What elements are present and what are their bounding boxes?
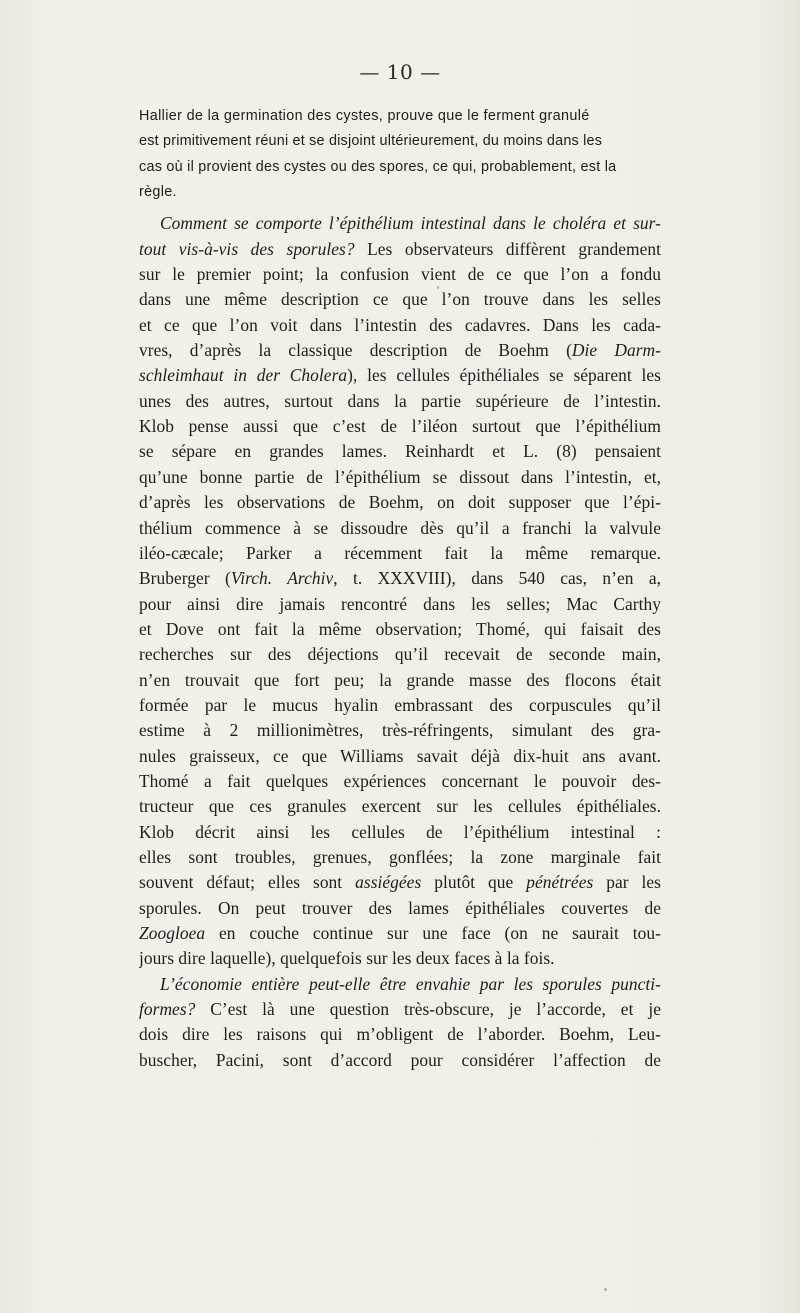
italic-text: tout vis-à-vis des sporules?	[139, 238, 355, 259]
text-run: pour ainsi dire jamais rencontré dans les selles; Mac Carthy	[139, 593, 661, 614]
text-line	[139, 414, 661, 439]
text-run: Bruberger (	[139, 568, 231, 589]
text-line	[139, 820, 661, 845]
text-run: buscher, Pacini, sont d’accord pour considérer l’affection de	[139, 1049, 661, 1070]
text-line	[139, 997, 661, 1022]
text-line	[139, 1022, 661, 1047]
text-run: souvent défaut; elles sont	[139, 872, 356, 893]
text-line	[139, 541, 661, 566]
text-line	[139, 794, 661, 819]
text-run: Klob pense aussi que c’est de l’iléon surtout que l’épithélium	[139, 416, 661, 437]
text-line	[139, 389, 661, 414]
text-run: nules graisseux, ce que Williams savait déjà dix-huit ans avant.	[139, 745, 661, 766]
text-line: cas où il provient des cystes ou des spores, ce qui, probablement, est la	[139, 158, 617, 175]
text-run: elles sont troubles, grenues, gonflées; la zone marginale fait	[139, 846, 661, 867]
text-line: est primitivement réuni et se disjoint ultérieurement, du moins dans les	[139, 133, 603, 150]
paper-speck	[437, 286, 439, 289]
text-line	[139, 338, 661, 363]
text-run: , t. XXXVIII), dans 540 cas, n’en a,	[333, 568, 661, 589]
text-line	[139, 262, 661, 287]
text-run: sur le premier point; la confusion vient de ce que l’on a fondu	[139, 264, 661, 285]
text-line: règle.	[139, 184, 177, 201]
text-run: thélium commence à se dissoudre dès qu’il a franchi la valvule	[139, 517, 661, 538]
text-run: dans une même description ce que l’on trouve dans les selles	[139, 289, 661, 310]
text-line	[139, 693, 661, 718]
text-line	[139, 592, 661, 617]
italic-text: L’économie entière peut-elle être envahie par les sporules puncti-	[160, 973, 661, 994]
paragraph-1	[139, 104, 661, 205]
text-run: estime à 2 millionimètres, très-réfringents, simulant des gra-	[139, 720, 661, 741]
text-line	[139, 363, 661, 388]
page-number: — 10 —	[359, 60, 441, 84]
text-run: se sépare en grandes lames. Reinhardt et L. (8) pensaient	[139, 441, 661, 462]
text-line	[139, 769, 661, 794]
italic-text: pénétrées	[526, 872, 594, 893]
text-run: Thomé a fait quelques expériences concernant le pouvoir des-	[139, 770, 661, 791]
text-line	[139, 972, 661, 997]
italic-text: Virch. Archiv	[230, 568, 334, 589]
text-run: C’est là une question très-obscure, je l’accorde, et je	[195, 999, 661, 1020]
text-line	[139, 642, 661, 667]
text-line	[139, 439, 661, 464]
text-run: n’en trouvait que fort peu; la grande masse des flocons était	[139, 669, 661, 690]
text-line	[139, 1048, 661, 1073]
text-run: et ce que l’on voit dans l’intestin des cadavres. Dans les cada-	[139, 314, 661, 335]
text-block	[139, 104, 661, 1073]
italic-text: schleimhaut in der Cholera	[139, 365, 348, 386]
text-run: et Dove ont fait la même observation; Thomé, qui faisait des	[139, 618, 661, 639]
text-run: en couche continue sur une face (on ne saurait tou-	[205, 923, 661, 943]
italic-text: Comment se comporte l’épithélium intestinal dans le choléra et sur-	[160, 213, 661, 234]
text-line	[139, 465, 661, 490]
paragraph-2	[139, 211, 661, 1073]
text-run: sporules. On peut trouver des lames épithéliales couvertes de	[139, 897, 661, 918]
text-run: iléo-cæcale; Parker a récemment fait la même remarque.	[139, 542, 661, 563]
text-line	[139, 211, 661, 236]
text-run: Klob décrit ainsi les cellules de l’épithélium intestinal :	[139, 821, 661, 842]
text-run: plutôt que	[421, 872, 527, 893]
text-line	[139, 744, 661, 769]
text-run: recherches sur des déjections qu’il recevait de seconde main,	[139, 644, 661, 665]
text-line	[139, 516, 661, 541]
text-run: jours dire laquelle), quelquefois sur les deux faces à la fois.	[139, 948, 555, 969]
text-run: d’après les observations de Boehm, on doit supposer que l’épi-	[139, 492, 661, 513]
text-run: ), les cellules épithéliales se séparent les	[347, 365, 661, 386]
text-line	[139, 668, 661, 693]
italic-text: formes?	[139, 999, 196, 1020]
text-line	[139, 921, 661, 946]
text-line	[139, 490, 661, 515]
text-line	[139, 237, 661, 262]
paper-speck	[604, 1288, 607, 1291]
text-line: Hallier de la germination des cystes, prouve que le ferment granulé	[139, 108, 590, 124]
text-run: formée par le mucus hyalin embrassant des corpuscules qu’il	[139, 694, 661, 715]
text-line	[139, 870, 661, 895]
text-line	[139, 845, 661, 870]
italic-text: assiégées	[355, 872, 422, 893]
text-run: dois dire les raisons qui m’obligent de l’aborder. Boehm, Leu-	[139, 1024, 661, 1045]
text-line	[139, 946, 661, 971]
text-line	[139, 896, 661, 921]
text-line	[139, 313, 661, 338]
italic-text: Zoogloea	[139, 923, 206, 943]
text-run: unes des autres, surtout dans la partie supérieure de l’intestin.	[139, 390, 661, 411]
italic-text: Die Darm-	[571, 340, 661, 361]
text-run: vres, d’après la classique description de Boehm (	[139, 340, 572, 361]
text-run: Les observateurs diffèrent grandement	[354, 238, 661, 259]
text-run: qu’une bonne partie de l’épithélium se dissout dans l’intestin, et,	[139, 466, 661, 487]
text-run: par les	[593, 872, 661, 893]
text-line	[139, 287, 661, 312]
text-line	[139, 617, 661, 642]
text-line	[139, 566, 661, 591]
text-run: tructeur que ces granules exercent sur les cellules épithéliales.	[139, 796, 661, 817]
text-line	[139, 718, 661, 743]
